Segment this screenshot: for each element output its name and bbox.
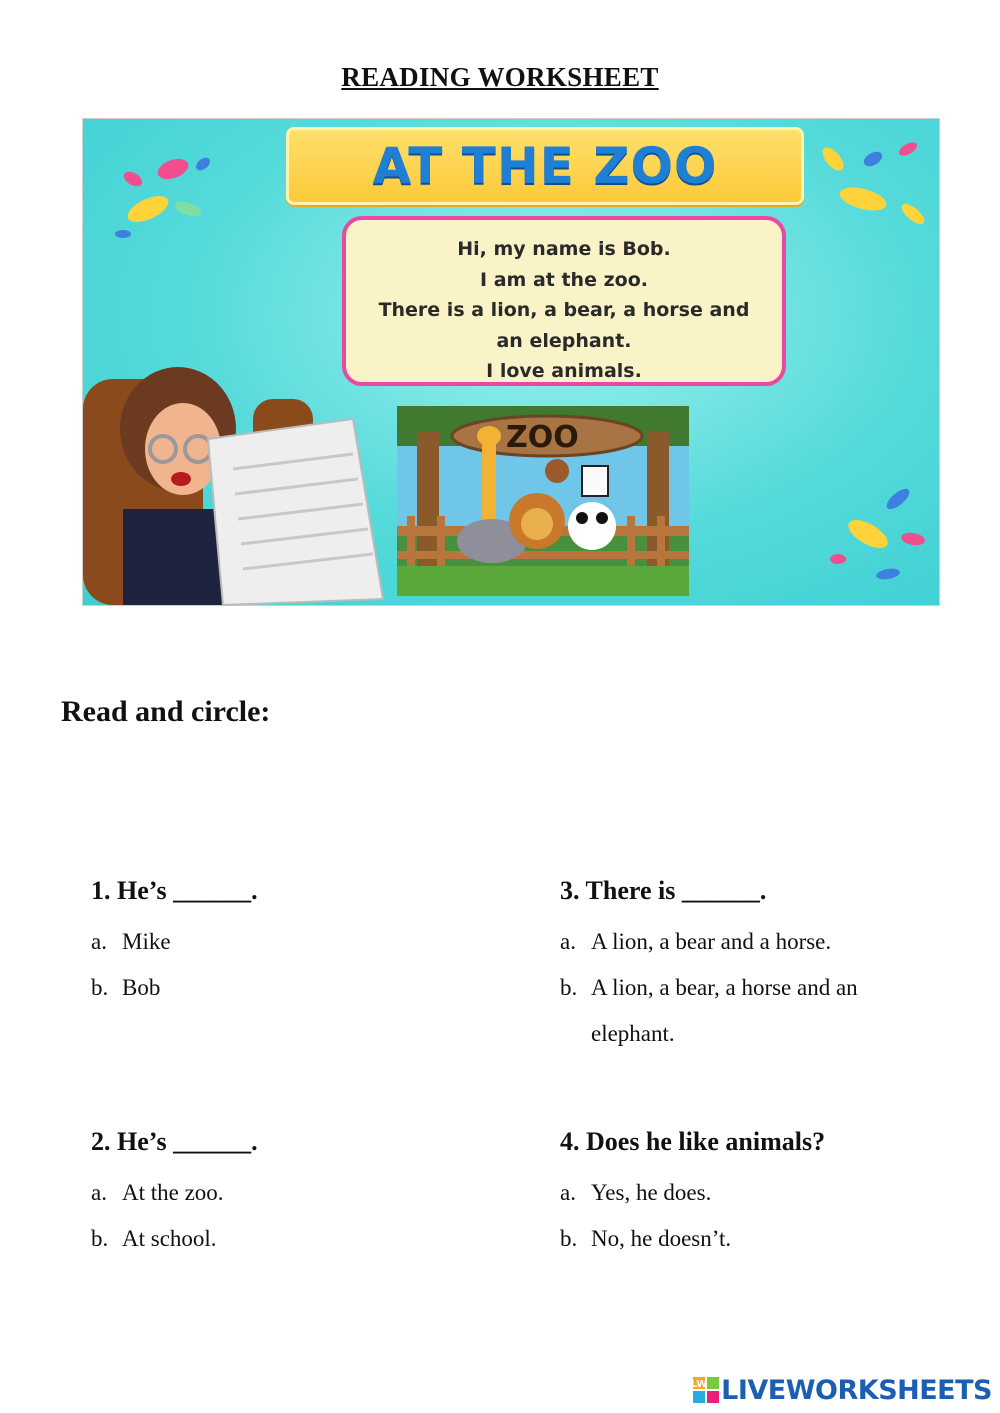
option-letter: b. [91, 1226, 109, 1251]
option-letter: a. [560, 929, 576, 954]
story-banner-image [82, 118, 940, 606]
option-letter: a. [91, 1180, 107, 1205]
banner-title-box [286, 127, 804, 205]
banner-title: AT THE ZOO [372, 137, 718, 195]
story-line: I am at the zoo. [480, 268, 648, 291]
question-number: 2. [91, 1127, 111, 1156]
story-line: I love animals. [486, 360, 642, 382]
option-text: Yes, he does. [591, 1180, 712, 1205]
paint-splash-bottom-right [808, 479, 938, 599]
question-1 [91, 876, 258, 906]
question-3-option-b-continued[interactable] [591, 1021, 675, 1047]
option-text: Mike [122, 929, 171, 954]
question-text: There is ______. [585, 876, 767, 905]
story-line: an elephant. [496, 329, 632, 352]
question-number: 1. [91, 876, 111, 905]
question-text: Does he like animals? [586, 1127, 826, 1156]
question-text: He’s ______. [117, 876, 258, 905]
option-text: elephant. [591, 1021, 675, 1046]
story-line: There is a lion, a bear, a horse and [378, 299, 750, 321]
option-letter: b. [91, 975, 109, 1000]
option-text: A lion, a bear and a horse. [591, 929, 832, 954]
story-line: Hi, my name is Bob. [457, 238, 671, 260]
question-2 [91, 1127, 258, 1157]
liveworksheets-logo-icon [690, 1377, 719, 1403]
option-text: At the zoo. [122, 1180, 224, 1205]
section-heading: Read and circle: [61, 695, 271, 728]
question-3-option-a[interactable] [560, 929, 831, 955]
option-letter: b. [560, 1226, 578, 1251]
question-2-option-a[interactable] [91, 1180, 224, 1206]
option-letter: a. [560, 1180, 576, 1205]
paint-splash-top-left [93, 139, 223, 249]
option-letter: b. [560, 975, 578, 1000]
option-text: At school. [122, 1226, 217, 1251]
question-4-option-b[interactable] [560, 1226, 731, 1252]
option-letter: a. [91, 929, 107, 954]
option-text: A lion, a bear, a horse and an [591, 975, 858, 1000]
option-text: No, he doesn’t. [591, 1226, 732, 1251]
option-text: Bob [122, 975, 161, 1000]
question-text: He’s ______. [117, 1127, 258, 1156]
worksheet-title: READING WORKSHEET [341, 62, 659, 92]
svg-text:LW: LW [690, 1379, 708, 1390]
question-3 [560, 876, 766, 906]
question-3-option-b[interactable] [560, 975, 858, 1001]
paint-splash-top-right [803, 129, 933, 239]
woman-reading-newspaper-illustration [83, 359, 423, 605]
question-number: 3. [560, 876, 580, 905]
question-4-option-a[interactable] [560, 1180, 711, 1206]
question-2-option-b[interactable] [91, 1226, 217, 1252]
zoo-sign-text: ZOO [506, 420, 579, 455]
liveworksheets-logo[interactable] [690, 1373, 992, 1407]
question-number: 4. [560, 1127, 580, 1156]
logo-text: LIVEWORKSHEETS [721, 1374, 992, 1406]
question-1-option-b[interactable] [91, 975, 160, 1001]
question-1-option-a[interactable] [91, 929, 171, 955]
question-4 [560, 1127, 825, 1157]
